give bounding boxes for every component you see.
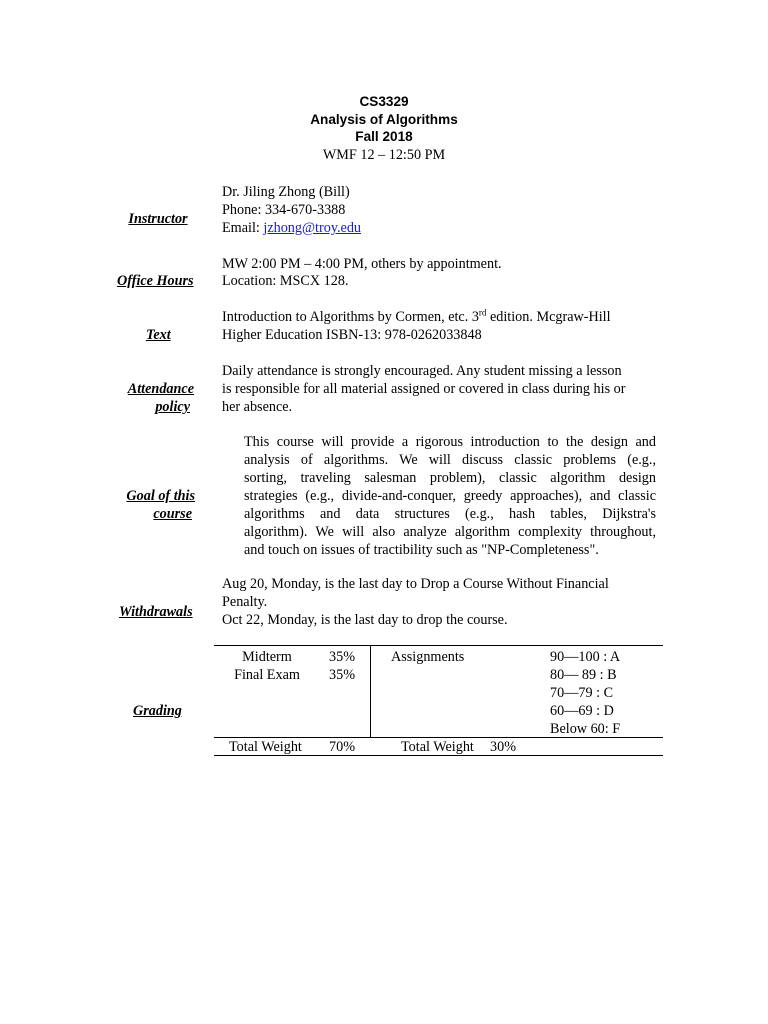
grading-table-column-divider [370,645,371,738]
grading-total-left-pct: 70% [329,739,356,755]
textbook-edition-sup: rd [478,307,487,318]
attendance-label-line2: policy [155,399,190,415]
instructor-label: Instructor [128,211,188,227]
goal-line: analysis of algorithms. We will discuss classic problems (e.g., [244,452,656,468]
instructor-email-line [222,219,361,237]
goal-line: This course will provide a rigorous introduction to the design and [244,434,656,450]
textbook-line1 [222,308,611,326]
grading-midterm-pct: 35% [329,649,356,665]
goal-line: algorithms and data structures (e.g., hash tables, Dijkstra's [244,506,656,522]
attendance-line3: her absence. [222,399,293,415]
withdrawals-line3: Oct 22, Monday, is the last day to drop the course. [222,612,508,628]
grading-table-top-rule [214,645,663,646]
textbook-isbn: Higher Education ISBN-13: 978-0262033848 [222,327,482,343]
grading-final: Final Exam [234,667,300,683]
text-label: Text [146,327,171,343]
instructor-phone: Phone: 334-670-3388 [222,202,346,218]
office-hours-label: Office Hours [117,273,194,289]
course-term: Fall 2018 [355,129,413,144]
grading-assignments: Assignments [391,649,465,665]
course-code: CS3329 [359,94,409,109]
textbook-publisher: edition. Mcgraw-Hill [486,309,611,325]
attendance-label-line1: Attendance [127,381,194,397]
office-hours-time: MW 2:00 PM – 4:00 PM, others by appointment. [222,256,502,272]
grading-total-right-pct: 30% [490,739,517,755]
goal-line: strategies (e.g., divide-and-conquer, greedy approaches), and classic [244,488,656,504]
goal-label-line1: Goal of this [126,488,195,504]
grade-scale-d: 60—69 : D [550,703,614,719]
email-prefix: Email: [222,220,264,236]
email-link[interactable]: jzhong@troy.edu [263,220,362,236]
office-hours-location: Location: MSCX 128. [222,273,349,289]
goal-line: sorting, traveling salesman problem), classic algorithm design [244,470,656,486]
course-schedule: WMF 12 – 12:50 PM [322,147,446,163]
goal-label-line2: course [153,506,192,522]
withdrawals-line2: Penalty. [222,594,268,610]
grade-scale-f: Below 60: F [550,721,621,737]
withdrawals-line1: Aug 20, Monday, is the last day to Drop a Course Without Financial [222,576,609,592]
grade-scale-b: 80— 89 : B [550,667,617,683]
grading-total-left-label: Total Weight [229,739,302,755]
goal-line: algorithm). We will also analyze algorithm complexity throughout, [244,524,656,540]
goal-paragraph [244,433,656,559]
grade-scale-a: 90—100 : A [550,649,621,665]
attendance-line1: Daily attendance is strongly encouraged. Any student missing a lesson [222,363,622,379]
goal-line-last: and touch on issues of tractibility such as "NP-Completeness". [244,542,599,558]
attendance-line2: is responsible for all material assigned or covered in class during his or [222,381,626,397]
instructor-name: Dr. Jiling Zhong (Bill) [222,184,350,200]
grading-label: Grading [133,703,182,719]
withdrawals-label: Withdrawals [119,604,193,620]
grading-final-pct: 35% [329,667,356,683]
course-title: Analysis of Algorithms [310,112,458,127]
grade-scale-c: 70—79 : C [550,685,614,701]
textbook-title: Introduction to Algorithms by Cormen, etc. 3 [222,309,479,325]
grading-midterm: Midterm [242,649,292,665]
grading-total-right-label: Total Weight [401,739,474,755]
